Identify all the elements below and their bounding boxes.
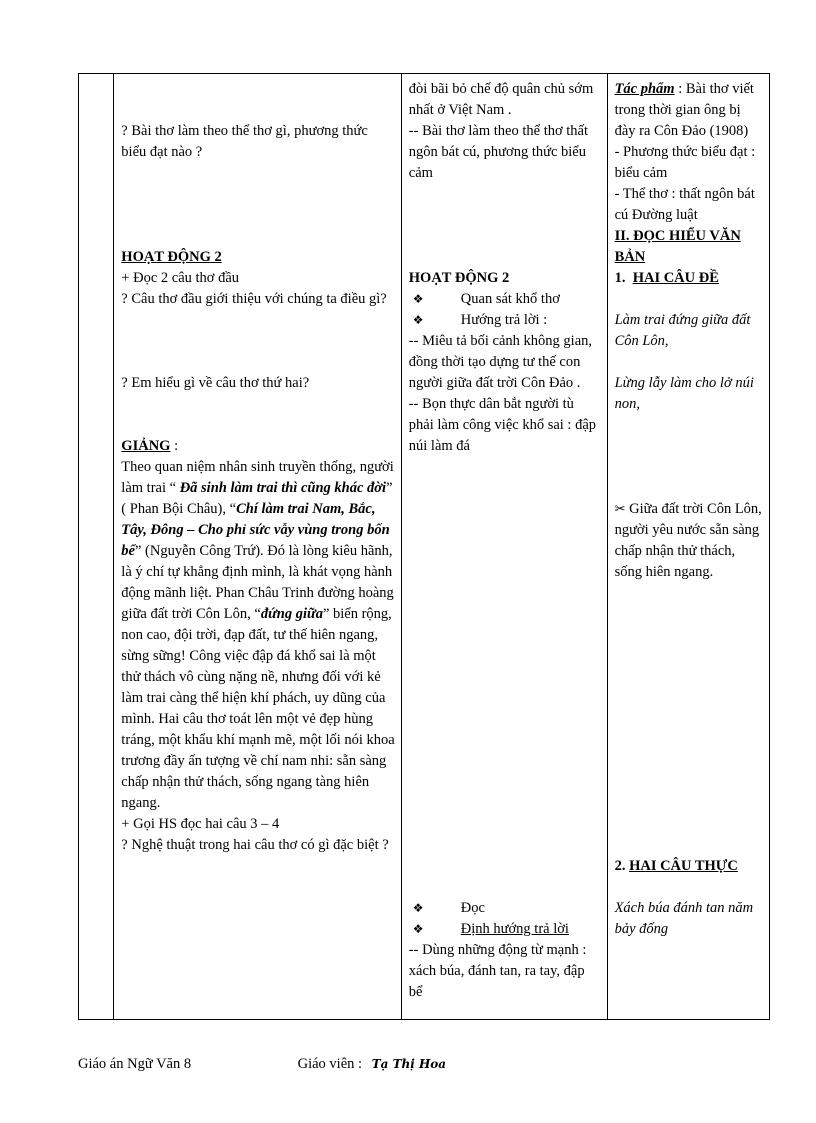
answer-form: -- Bài thơ làm theo thể thơ thất ngôn bát cú, phương thức biểu cảm <box>408 123 589 181</box>
call-student: + Gọi HS đọc hai câu 3 – 4 <box>121 816 280 832</box>
diamond-bullet-icon: ❖ <box>412 313 424 327</box>
work-info: Tác phẩm : Bài thơ viết trong thời gian ông bị đày ra Côn Đảo (1908) <box>614 81 754 139</box>
work-label: Tác phẩm <box>614 81 675 97</box>
verse-line: Làm trai đứng giữa đất Côn Lôn, <box>614 312 751 349</box>
answer-second-line: -- Bọn thực dân bắt người tù phải làm công việc khổ sai : đập núi làm đá <box>408 396 597 454</box>
question-second-line: ? Em hiểu gì về câu thơ thứ hai? <box>121 375 310 391</box>
list-item: ❖ Quan sát khổ thơ <box>409 289 602 310</box>
list-item: ❖ Định hướng trả lời <box>409 919 602 940</box>
course-title: Giáo án Ngữ Văn 8 <box>78 1056 192 1072</box>
answer-art: -- Dùng những động từ mạnh : xách búa, đánh tan, ra tay, đập bể <box>408 942 587 1000</box>
margin-column <box>79 74 114 1020</box>
diamond-bullet-icon: ❖ <box>412 901 424 915</box>
page-footer <box>78 1056 778 1073</box>
teacher-label: Giáo viên : <box>297 1056 363 1072</box>
teacher-signature: Tạ Thị Hoa <box>371 1057 447 1071</box>
question-first-line: ? Câu thơ đầu giới thiệu với chúng ta điều gì? <box>121 291 387 307</box>
method-info: - Phương thức biểu đạt : biểu cảm <box>614 144 756 181</box>
lesson-table <box>78 73 770 1020</box>
list-item: ❖ Đọc <box>409 898 602 919</box>
activity-2-title: HOẠT ĐỘNG 2 <box>121 249 222 265</box>
answer-column <box>401 74 607 1020</box>
question-form: ? Bài thơ làm theo thể thơ gì, phương thức biểu đạt nào ? <box>121 123 368 160</box>
question-column <box>114 74 401 1020</box>
summary-text: ✂ Giữa đất trời Côn Lôn, người yêu nước sẵn sàng chấp nhận thử thách, sống hiên ngang. <box>614 501 762 580</box>
activity-2-title: HOẠT ĐỘNG 2 <box>408 270 510 286</box>
form-info: - Thể thơ : thất ngôn bát cú Đường luật <box>614 186 755 223</box>
answer-context: đòi bãi bỏ chế độ quân chủ sớm nhất ở Việt Nam . <box>408 81 594 118</box>
section-heading: II. ĐỌC HIỂU VĂN BẢN <box>614 228 741 265</box>
scissors-icon: ✂ <box>614 502 626 517</box>
subsection-heading: 1. HAI CÂU ĐỀ <box>614 270 719 286</box>
lecture-text: Theo quan niệm nhân sinh truyền thống, người làm trai “ Đã sinh làm trai thì cũng khác đời” ( Phan Bội Châu), “Chí làm trai Nam, Bắc, Tây, Đông – Cho phỉ sức vẫy vùng trong bốn bể” (Nguyễn Công Trứ). Đó là lòng kiêu hãnh, là ý chí tự khẳng định mình, là khát vọng hành động mãnh liệt. Phan Châu Trinh đường hoàng giữa đất trời Côn Lôn, “đứng giữa” biển rộng, non cao, đội trời, đạp đất, tư thế hiên ngang, sừng sững! Công việc đập đá khổ sai là một thử thách vô cùng nặng nề, nhưng đối với kẻ làm trai càng thể hiện khí phách, uy dũng của mình. Hai câu thơ toát lên một vẻ đẹp hùng tráng, một khẩu khí mạnh mẽ, một lối nói khoa trương đầy ấn tượng về chí nam nhi: sẵn sàng chấp nhận thử thách, sống ngang tàng hiên ngang. <box>121 459 395 811</box>
lecture-label: GIẢNG <box>121 438 171 454</box>
table-row <box>79 74 770 1020</box>
read-first-lines: + Đọc 2 câu thơ đầu <box>121 270 240 286</box>
question-art: ? Nghệ thuật trong hai câu thơ có gì đặc biệt ? <box>121 837 389 853</box>
subsection-heading: 2. HAI CÂU THỰC <box>614 858 738 874</box>
answer-first-line: -- Miêu tả bối cảnh không gian, đồng thời tạo dựng tư thế con người giữa đất trời Côn Đảo . <box>408 333 592 391</box>
verse-line: Xách búa đánh tan năm bảy đống <box>614 900 754 937</box>
verse-line: Lừng lẫy làm cho lở núi non, <box>614 375 754 412</box>
list-item: ❖ Hướng trả lời : <box>409 310 602 331</box>
lecture-heading: GIẢNG : <box>121 438 179 454</box>
diamond-bullet-icon: ❖ <box>412 922 424 936</box>
diamond-bullet-icon: ❖ <box>412 292 424 306</box>
content-column <box>607 74 769 1020</box>
